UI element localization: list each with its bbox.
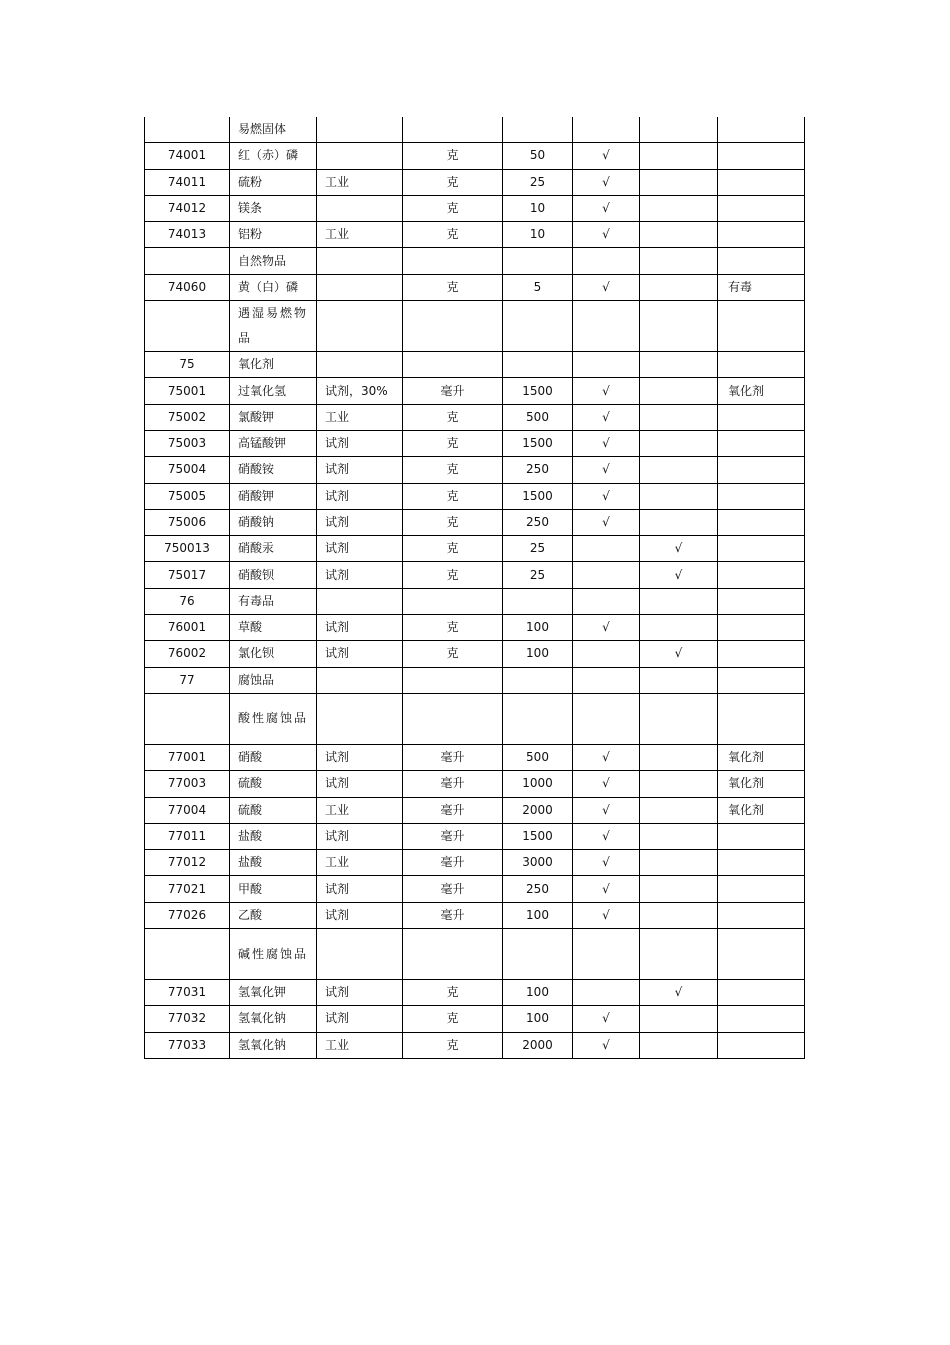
item-spec-cell: 试剂 [317,771,403,797]
item-note-cell [718,352,805,378]
item-name-cell: 草酸 [230,615,317,641]
check-column-1-cell: √ [573,169,640,195]
check-column-2-cell [640,615,718,641]
item-quantity-cell: 1500 [503,483,573,509]
item-code-cell: 75002 [145,404,230,430]
check-column-1-cell: √ [573,274,640,300]
item-note-cell [718,850,805,876]
item-name-cell: 氯酸钾 [230,404,317,430]
item-quantity-cell: 10 [503,222,573,248]
table-row [145,615,805,641]
check-column-2-cell [640,457,718,483]
table-row [145,457,805,483]
item-unit-cell: 克 [403,222,503,248]
item-note-cell [718,1006,805,1032]
item-code-cell [145,117,230,143]
item-note-cell [718,117,805,143]
check-column-2-cell [640,823,718,849]
item-name-cell: 甲酸 [230,876,317,902]
item-quantity-cell: 2000 [503,797,573,823]
item-name-cell: 硫酸 [230,771,317,797]
item-quantity-cell: 1000 [503,771,573,797]
table-row [145,902,805,928]
check-column-1-cell [573,248,640,274]
item-note-cell [718,301,805,352]
table-row [145,876,805,902]
check-column-2-cell [640,693,718,744]
check-column-2-cell [640,378,718,404]
table-row [145,693,805,744]
item-unit-cell: 毫升 [403,850,503,876]
item-name-cell: 硝酸钡 [230,562,317,588]
item-quantity-cell: 500 [503,404,573,430]
check-column-1-cell: √ [573,1006,640,1032]
item-note-cell: 氧化剂 [718,797,805,823]
item-name-cell: 高锰酸钾 [230,430,317,456]
item-code-cell: 75003 [145,430,230,456]
item-name-cell: 氯化钡 [230,641,317,667]
item-name-cell: 自然物品 [230,248,317,274]
item-name-cell: 易燃固体 [230,117,317,143]
item-name-cell: 硝酸铵 [230,457,317,483]
item-quantity-cell: 3000 [503,850,573,876]
item-spec-cell [317,143,403,169]
item-unit-cell: 克 [403,641,503,667]
item-note-cell [718,588,805,614]
table-row [145,744,805,770]
item-quantity-cell [503,929,573,980]
item-spec-cell [317,117,403,143]
item-code-cell: 77 [145,667,230,693]
item-spec-cell [317,929,403,980]
check-column-1-cell: √ [573,615,640,641]
item-code-cell [145,929,230,980]
check-column-2-cell [640,430,718,456]
item-unit-cell [403,352,503,378]
item-name-cell: 氧化剂 [230,352,317,378]
item-unit-cell [403,667,503,693]
item-name-cell: 红（赤）磷 [230,143,317,169]
item-note-cell [718,562,805,588]
check-column-2-cell [640,404,718,430]
item-spec-cell: 试剂 [317,876,403,902]
item-unit-cell: 克 [403,483,503,509]
table-row [145,143,805,169]
check-column-1-cell [573,117,640,143]
item-name-cell: 碱性腐蚀品 [230,929,317,980]
item-note-cell [718,222,805,248]
item-spec-cell [317,274,403,300]
table-row [145,352,805,378]
check-column-1-cell: √ [573,457,640,483]
item-code-cell: 77026 [145,902,230,928]
check-column-1-cell: √ [573,378,640,404]
item-code-cell: 74001 [145,143,230,169]
table-row [145,980,805,1006]
item-code-cell: 77021 [145,876,230,902]
check-column-2-cell [640,509,718,535]
item-name-cell: 遇湿易燃物品 [230,301,317,352]
item-spec-cell: 工业 [317,222,403,248]
check-column-1-cell [573,693,640,744]
item-quantity-cell: 1500 [503,823,573,849]
table-row [145,641,805,667]
item-name-cell: 铝粉 [230,222,317,248]
check-column-2-cell [640,1006,718,1032]
item-quantity-cell: 100 [503,980,573,1006]
table-row [145,509,805,535]
check-column-1-cell [573,641,640,667]
table-row [145,797,805,823]
item-name-cell: 黄（白）磷 [230,274,317,300]
item-unit-cell: 毫升 [403,378,503,404]
table-row [145,404,805,430]
check-column-2-cell [640,195,718,221]
item-name-cell: 腐蚀品 [230,667,317,693]
check-column-2-cell [640,248,718,274]
item-quantity-cell: 100 [503,902,573,928]
table-row [145,536,805,562]
table-body [145,117,805,1058]
item-unit-cell: 克 [403,536,503,562]
item-unit-cell: 克 [403,509,503,535]
item-note-cell [718,143,805,169]
item-unit-cell: 毫升 [403,876,503,902]
item-unit-cell [403,693,503,744]
item-code-cell: 75006 [145,509,230,535]
item-name-cell: 硝酸 [230,744,317,770]
check-column-2-cell [640,797,718,823]
item-unit-cell: 克 [403,195,503,221]
item-spec-cell [317,588,403,614]
item-note-cell [718,483,805,509]
item-note-cell: 氧化剂 [718,744,805,770]
item-unit-cell: 克 [403,980,503,1006]
item-code-cell: 75005 [145,483,230,509]
item-spec-cell: 试剂 [317,536,403,562]
check-column-2-cell [640,274,718,300]
item-spec-cell: 试剂 [317,641,403,667]
check-column-1-cell: √ [573,404,640,430]
item-code-cell: 77032 [145,1006,230,1032]
check-column-1-cell: √ [573,195,640,221]
check-column-2-cell [640,117,718,143]
item-code-cell: 77001 [145,744,230,770]
item-quantity-cell [503,588,573,614]
table-row [145,195,805,221]
table-row [145,850,805,876]
table-row [145,117,805,143]
item-quantity-cell: 5 [503,274,573,300]
item-name-cell: 硝酸汞 [230,536,317,562]
item-unit-cell: 毫升 [403,744,503,770]
item-quantity-cell [503,352,573,378]
item-quantity-cell: 250 [503,876,573,902]
item-note-cell [718,457,805,483]
item-note-cell [718,876,805,902]
check-column-2-cell [640,588,718,614]
item-note-cell [718,823,805,849]
item-quantity-cell: 250 [503,509,573,535]
item-quantity-cell: 2000 [503,1032,573,1058]
item-note-cell [718,980,805,1006]
item-spec-cell [317,301,403,352]
item-code-cell: 75004 [145,457,230,483]
check-column-1-cell: √ [573,823,640,849]
item-unit-cell: 克 [403,169,503,195]
item-quantity-cell: 100 [503,1006,573,1032]
check-column-1-cell: √ [573,222,640,248]
item-note-cell: 氧化剂 [718,378,805,404]
item-note-cell: 氧化剂 [718,771,805,797]
check-column-1-cell: √ [573,850,640,876]
table-row [145,667,805,693]
item-unit-cell: 克 [403,404,503,430]
item-spec-cell [317,248,403,274]
item-quantity-cell: 100 [503,615,573,641]
item-quantity-cell: 100 [503,641,573,667]
item-note-cell [718,536,805,562]
check-column-2-cell: √ [640,980,718,1006]
item-spec-cell: 试剂 [317,1006,403,1032]
item-quantity-cell: 25 [503,536,573,562]
table-row [145,222,805,248]
check-column-1-cell [573,536,640,562]
check-column-1-cell [573,301,640,352]
item-code-cell: 77031 [145,980,230,1006]
item-spec-cell: 试剂 [317,457,403,483]
item-spec-cell: 工业 [317,1032,403,1058]
table-row [145,483,805,509]
check-column-1-cell: √ [573,483,640,509]
item-name-cell: 有毒品 [230,588,317,614]
item-note-cell: 有毒 [718,274,805,300]
check-column-1-cell: √ [573,509,640,535]
item-code-cell: 77011 [145,823,230,849]
check-column-2-cell [640,929,718,980]
item-quantity-cell: 1500 [503,430,573,456]
item-note-cell [718,248,805,274]
item-unit-cell: 克 [403,457,503,483]
item-quantity-cell: 25 [503,562,573,588]
check-column-2-cell: √ [640,536,718,562]
item-quantity-cell [503,693,573,744]
item-quantity-cell: 25 [503,169,573,195]
item-unit-cell [403,588,503,614]
item-name-cell: 氢氧化钠 [230,1006,317,1032]
check-column-1-cell: √ [573,143,640,169]
table-row [145,169,805,195]
item-note-cell [718,615,805,641]
item-quantity-cell: 50 [503,143,573,169]
item-note-cell [718,1032,805,1058]
check-column-2-cell [640,169,718,195]
item-name-cell: 硝酸钠 [230,509,317,535]
check-column-1-cell: √ [573,902,640,928]
table-row [145,588,805,614]
item-note-cell [718,404,805,430]
item-spec-cell: 试剂 [317,744,403,770]
item-name-cell: 盐酸 [230,823,317,849]
check-column-1-cell: √ [573,430,640,456]
item-unit-cell: 毫升 [403,823,503,849]
item-spec-cell [317,352,403,378]
check-column-1-cell [573,352,640,378]
item-code-cell: 77033 [145,1032,230,1058]
item-spec-cell: 试剂，30% [317,378,403,404]
item-quantity-cell [503,117,573,143]
table-row [145,771,805,797]
item-unit-cell: 克 [403,1006,503,1032]
check-column-1-cell [573,667,640,693]
item-note-cell [718,169,805,195]
item-unit-cell: 克 [403,615,503,641]
item-spec-cell [317,195,403,221]
item-spec-cell [317,667,403,693]
check-column-1-cell [573,562,640,588]
check-column-1-cell [573,588,640,614]
item-unit-cell: 克 [403,562,503,588]
item-unit-cell: 克 [403,1032,503,1058]
chemical-inventory-table [144,117,805,1059]
item-code-cell: 74012 [145,195,230,221]
table-row [145,274,805,300]
item-code-cell: 77004 [145,797,230,823]
item-unit-cell: 毫升 [403,902,503,928]
item-unit-cell [403,248,503,274]
item-name-cell: 酸性腐蚀品 [230,693,317,744]
check-column-1-cell: √ [573,744,640,770]
item-spec-cell: 试剂 [317,509,403,535]
item-quantity-cell [503,248,573,274]
check-column-2-cell: √ [640,641,718,667]
item-quantity-cell [503,667,573,693]
check-column-2-cell [640,301,718,352]
item-quantity-cell [503,301,573,352]
check-column-2-cell [640,876,718,902]
item-unit-cell: 毫升 [403,771,503,797]
item-spec-cell: 试剂 [317,902,403,928]
item-quantity-cell: 250 [503,457,573,483]
item-code-cell: 750013 [145,536,230,562]
item-spec-cell: 试剂 [317,615,403,641]
item-name-cell: 盐酸 [230,850,317,876]
table-row [145,929,805,980]
item-unit-cell: 克 [403,274,503,300]
item-name-cell: 氢氧化钾 [230,980,317,1006]
item-name-cell: 镁条 [230,195,317,221]
check-column-2-cell [640,850,718,876]
table-row [145,301,805,352]
item-spec-cell: 工业 [317,797,403,823]
item-name-cell: 硫粉 [230,169,317,195]
check-column-2-cell: √ [640,562,718,588]
item-unit-cell [403,301,503,352]
item-spec-cell: 试剂 [317,430,403,456]
item-code-cell: 76 [145,588,230,614]
check-column-1-cell: √ [573,771,640,797]
item-name-cell: 硫酸 [230,797,317,823]
check-column-2-cell [640,744,718,770]
item-code-cell: 75 [145,352,230,378]
check-column-1-cell: √ [573,1032,640,1058]
check-column-2-cell [640,667,718,693]
table-row [145,1032,805,1058]
table-row [145,378,805,404]
item-note-cell [718,667,805,693]
check-column-2-cell [640,352,718,378]
item-code-cell: 75001 [145,378,230,404]
item-note-cell [718,509,805,535]
check-column-2-cell [640,1032,718,1058]
item-code-cell: 76002 [145,641,230,667]
check-column-2-cell [640,483,718,509]
item-spec-cell: 工业 [317,169,403,195]
item-name-cell: 硝酸钾 [230,483,317,509]
item-code-cell [145,693,230,744]
table-row [145,562,805,588]
item-code-cell [145,248,230,274]
item-note-cell [718,195,805,221]
item-quantity-cell: 500 [503,744,573,770]
item-quantity-cell: 10 [503,195,573,221]
item-code-cell [145,301,230,352]
item-unit-cell [403,117,503,143]
item-spec-cell: 工业 [317,850,403,876]
item-spec-cell: 试剂 [317,483,403,509]
table-row [145,248,805,274]
item-code-cell: 74013 [145,222,230,248]
item-note-cell [718,430,805,456]
item-quantity-cell: 1500 [503,378,573,404]
check-column-2-cell [640,222,718,248]
item-spec-cell [317,693,403,744]
item-note-cell [718,929,805,980]
item-unit-cell: 克 [403,143,503,169]
item-code-cell: 74011 [145,169,230,195]
check-column-2-cell [640,143,718,169]
table-row [145,430,805,456]
item-note-cell [718,902,805,928]
item-spec-cell: 试剂 [317,980,403,1006]
table-row [145,823,805,849]
check-column-2-cell [640,771,718,797]
item-unit-cell: 克 [403,430,503,456]
item-name-cell: 氢氧化钠 [230,1032,317,1058]
check-column-1-cell: √ [573,797,640,823]
item-name-cell: 乙酸 [230,902,317,928]
check-column-1-cell [573,929,640,980]
item-note-cell [718,641,805,667]
item-spec-cell: 试剂 [317,562,403,588]
item-spec-cell: 工业 [317,404,403,430]
item-code-cell: 75017 [145,562,230,588]
item-name-cell: 过氧化氢 [230,378,317,404]
item-note-cell [718,693,805,744]
check-column-1-cell [573,980,640,1006]
check-column-2-cell [640,902,718,928]
item-unit-cell [403,929,503,980]
item-unit-cell: 毫升 [403,797,503,823]
item-code-cell: 74060 [145,274,230,300]
item-code-cell: 77012 [145,850,230,876]
table-row [145,1006,805,1032]
check-column-1-cell: √ [573,876,640,902]
item-code-cell: 77003 [145,771,230,797]
item-code-cell: 76001 [145,615,230,641]
item-spec-cell: 试剂 [317,823,403,849]
